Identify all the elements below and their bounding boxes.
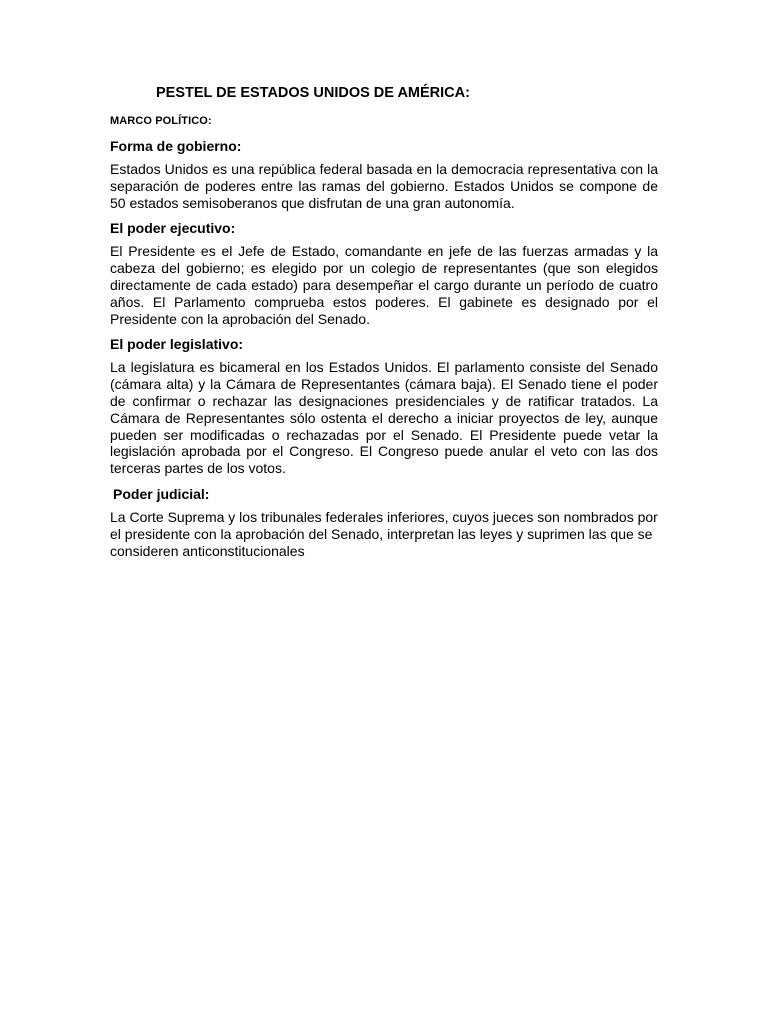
document-title: PESTEL DE ESTADOS UNIDOS DE AMÉRICA: xyxy=(156,85,470,101)
heading-forma-de-gobierno: Forma de gobierno: xyxy=(110,138,242,154)
paragraph-forma-de-gobierno: Estados Unidos es una república federal basada en la democracia representativa con la separación de poderes entre las ramas del gobierno. Estados Unidos se compone de 50 estados semisoberanos que disfrutan de una gran autonomía. xyxy=(110,161,658,211)
paragraph-poder-judicial: La Corte Suprema y los tribunales federales inferiores, cuyos jueces son nombrados por el presidente con la aprobación del Senado, interpretan las leyes y suprimen las que se consideren anticonstitucionales xyxy=(110,508,658,559)
paragraph-poder-legislativo: La legislatura es bicameral en los Estados Unidos. El parlamento consiste del Senado (cámara alta) y la Cámara de Representantes (cámara baja). El Senado tiene el poder de confirmar o rechazar las designaciones presidenciales y de ratificar tratados. La Cámara de Representantes sólo ostenta el derecho a iniciar proyectos de ley, aunque pueden ser modificadas o rechazadas por el Senado. El Presidente puede vetar la legislación aprobada por el Congreso. El Congreso puede anular el veto con las dos terceras partes de los votos. xyxy=(110,359,658,477)
section-label-marco-politico: MARCO POLÍTICO: xyxy=(110,115,212,127)
paragraph-poder-ejecutivo: El Presidente es el Jefe de Estado, comandante en jefe de las fuerzas armadas y la cabeza del gobierno; es elegido por un colegio de representantes (que son elegidos directamente de cada estado) para desempeñar el cargo durante un período de cuatro años. El Parlamento comprueba estos poderes. El gabinete es designado por el Presidente con la aprobación del Senado. xyxy=(110,243,658,327)
heading-poder-judicial: Poder judicial: xyxy=(113,485,210,502)
document-page xyxy=(110,84,658,568)
heading-poder-legislativo: El poder legislativo: xyxy=(110,336,244,353)
heading-poder-ejecutivo: El poder ejecutivo: xyxy=(110,220,236,237)
